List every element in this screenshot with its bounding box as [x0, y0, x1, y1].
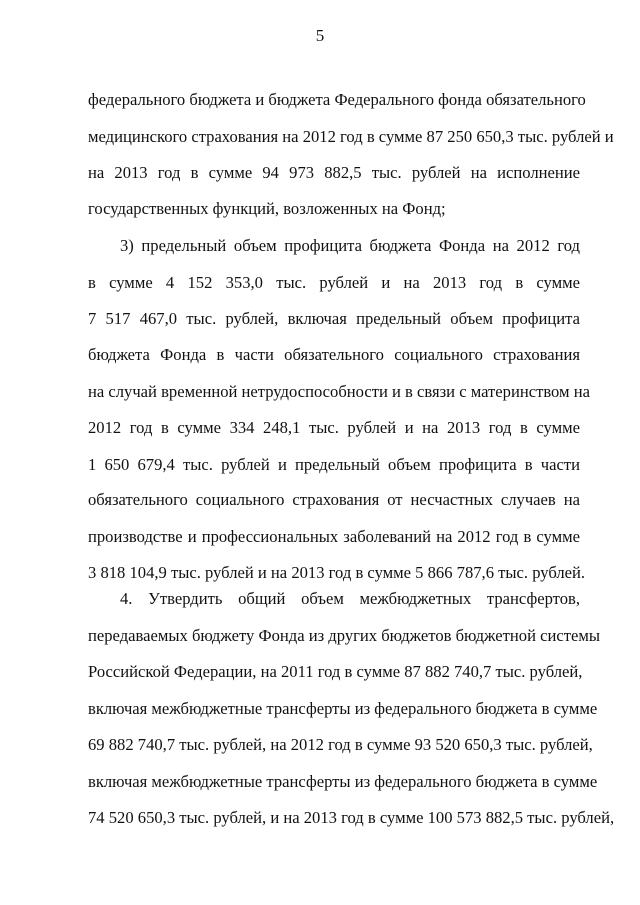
- text-line: передаваемых бюджету Фонда из других бюджетов бюджетной системы: [88, 626, 600, 645]
- text-line: 74 520 650,3 тыс. рублей, и на 2013 год в сумме 100 573 882,5 тыс. рублей,: [88, 808, 615, 827]
- text-line: федерального бюджета и бюджета Федерального фонда обязательного: [88, 90, 586, 109]
- text-line: производстве и профессиональных заболеваний на 2012 год в сумме: [88, 527, 580, 546]
- text-line: бюджета Фонда в части обязательного социального страхования: [88, 345, 580, 364]
- text-line: 7 517 467,0 тыс. рублей, включая предельный объем профицита: [88, 309, 580, 328]
- text-line: государственных функций, возложенных на Фонд;: [88, 199, 446, 218]
- text-line: 3 818 104,9 тыс. рублей и на 2013 год в сумме 5 866 787,6 тыс. рублей.: [88, 563, 586, 582]
- text-line: включая межбюджетные трансферты из федерального бюджета в сумме: [88, 772, 598, 791]
- page-number: 5: [315, 26, 325, 45]
- text-line: медицинского страхования на 2012 год в сумме 87 250 650,3 тыс. рублей и: [88, 127, 614, 146]
- text-line: 3) предельный объем профицита бюджета Фонда на 2012 год: [120, 236, 580, 255]
- text-line: 2012 год в сумме 334 248,1 тыс. рублей и на 2013 год в сумме: [88, 418, 580, 437]
- text-line: 69 882 740,7 тыс. рублей, на 2012 год в сумме 93 520 650,3 тыс. рублей,: [88, 735, 593, 754]
- text-line: 4. Утвердить общий объем межбюджетных трансфертов,: [120, 589, 580, 608]
- text-line: на 2013 год в сумме 94 973 882,5 тыс. рублей на исполнение: [88, 163, 580, 182]
- text-line: включая межбюджетные трансферты из федерального бюджета в сумме: [88, 699, 598, 718]
- text-line: в сумме 4 152 353,0 тыс. рублей и на 2013 год в сумме: [88, 273, 580, 292]
- text-line: на случай временной нетрудоспособности и в связи с материнством на: [88, 382, 590, 401]
- text-line: Российской Федерации, на 2011 год в сумме 87 882 740,7 тыс. рублей,: [88, 662, 583, 681]
- text-line: 1 650 679,4 тыс. рублей и предельный объем профицита в части: [88, 455, 580, 474]
- text-line: обязательного социального страхования от несчастных случаев на: [88, 490, 580, 509]
